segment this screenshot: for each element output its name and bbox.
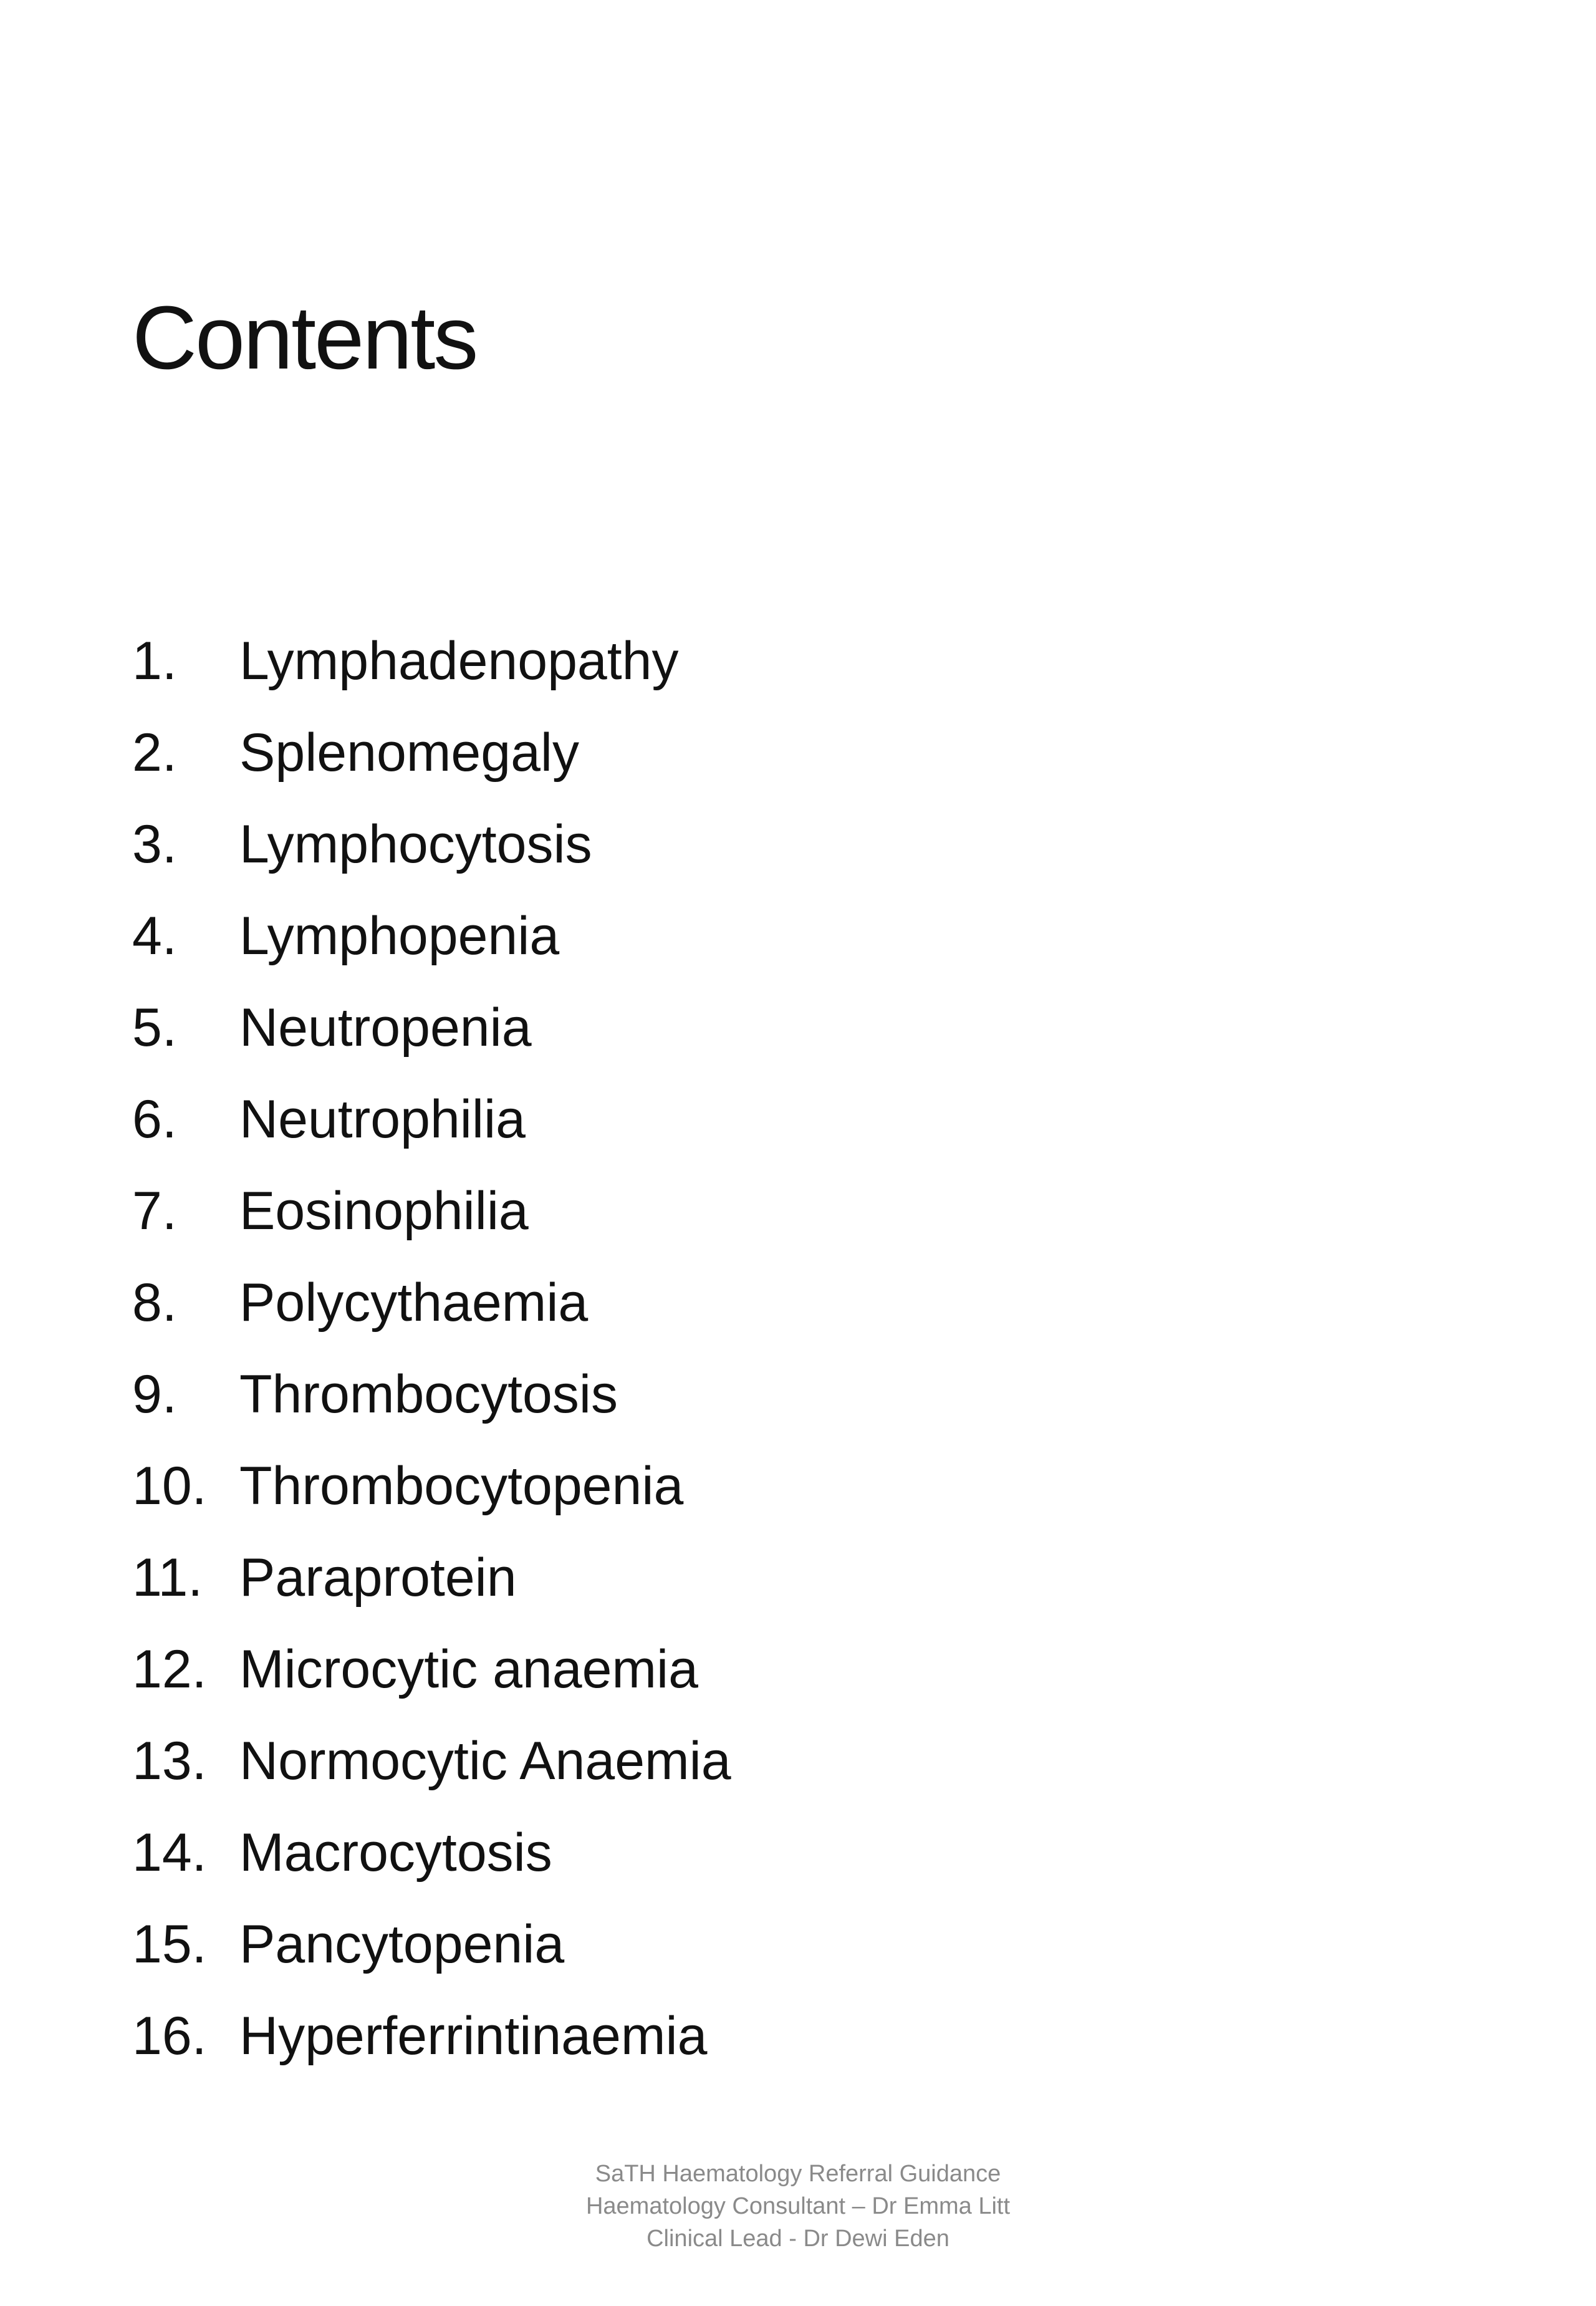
toc-item-thrombocytosis[interactable] xyxy=(132,1357,731,1449)
toc-item-neutrophilia[interactable] xyxy=(132,1082,731,1174)
toc-item-label: Eosinophilia xyxy=(239,1181,529,1241)
toc-item-number: 10. xyxy=(132,1456,207,1516)
toc-item-splenomegaly[interactable] xyxy=(132,715,731,807)
toc-item-number: 13. xyxy=(132,1731,207,1791)
toc-item-number: 9. xyxy=(132,1364,177,1424)
toc-item-number: 6. xyxy=(132,1089,177,1149)
toc-item-number: 8. xyxy=(132,1273,177,1333)
toc-item-label: Splenomegaly xyxy=(239,723,580,783)
toc-item-label: Polycythaemia xyxy=(239,1273,589,1333)
toc-item-lymphocytosis[interactable] xyxy=(132,807,731,899)
toc-item-microcytic-anaemia[interactable] xyxy=(132,1632,731,1724)
toc-item-number: 14. xyxy=(132,1823,207,1883)
toc-item-number: 3. xyxy=(132,814,177,874)
toc-item-label: Neutrophilia xyxy=(239,1089,526,1149)
toc-item-label: Thrombocytosis xyxy=(239,1364,618,1424)
toc-item-label: Paraprotein xyxy=(239,1548,517,1608)
page-title: Contents xyxy=(132,287,477,388)
toc-item-number: 15. xyxy=(132,1914,207,1974)
toc-item-neutropenia[interactable] xyxy=(132,990,731,1082)
toc-item-label: Lymphadenopathy xyxy=(239,631,679,691)
toc-item-label: Microcytic anaemia xyxy=(239,1639,698,1699)
toc-item-pancytopenia[interactable] xyxy=(132,1907,731,1999)
toc-item-lymphadenopathy[interactable] xyxy=(132,624,731,715)
toc-item-label: Hyperferrintinaemia xyxy=(239,2006,708,2066)
toc-item-number: 16. xyxy=(132,2006,207,2066)
toc-item-number: 2. xyxy=(132,723,177,783)
toc-item-label: Pancytopenia xyxy=(239,1914,565,1974)
toc-item-number: 11. xyxy=(132,1548,203,1608)
toc-item-polycythaemia[interactable] xyxy=(132,1265,731,1357)
toc-item-macrocytosis[interactable] xyxy=(132,1815,731,1907)
page-footer xyxy=(0,2158,1596,2255)
toc-item-label: Lymphopenia xyxy=(239,906,560,966)
footer-document-title: SaTH Haematology Referral Guidance xyxy=(595,2161,1001,2187)
toc-item-number: 1. xyxy=(132,631,177,691)
toc-item-paraprotein[interactable] xyxy=(132,1540,731,1632)
toc-item-label: Neutropenia xyxy=(239,998,532,1058)
footer-clinical-lead: Clinical Lead - Dr Dewi Eden xyxy=(647,2226,949,2252)
toc-item-number: 4. xyxy=(132,906,177,966)
toc-item-label: Normocytic Anaemia xyxy=(239,1731,731,1791)
toc-item-number: 12. xyxy=(132,1639,207,1699)
toc-item-number: 7. xyxy=(132,1181,177,1241)
toc-item-hyperferrintinaemia[interactable] xyxy=(132,1999,731,2090)
toc-item-eosinophilia[interactable] xyxy=(132,1174,731,1265)
toc-item-thrombocytopenia[interactable] xyxy=(132,1449,731,1540)
toc-item-label: Thrombocytopenia xyxy=(239,1456,684,1516)
toc-item-label: Macrocytosis xyxy=(239,1823,552,1883)
toc-item-normocytic-anaemia[interactable] xyxy=(132,1724,731,1815)
table-of-contents xyxy=(132,624,731,2090)
toc-item-number: 5. xyxy=(132,998,177,1058)
toc-item-lymphopenia[interactable] xyxy=(132,899,731,990)
footer-consultant: Haematology Consultant – Dr Emma Litt xyxy=(585,2193,1011,2219)
toc-item-label: Lymphocytosis xyxy=(239,814,592,874)
